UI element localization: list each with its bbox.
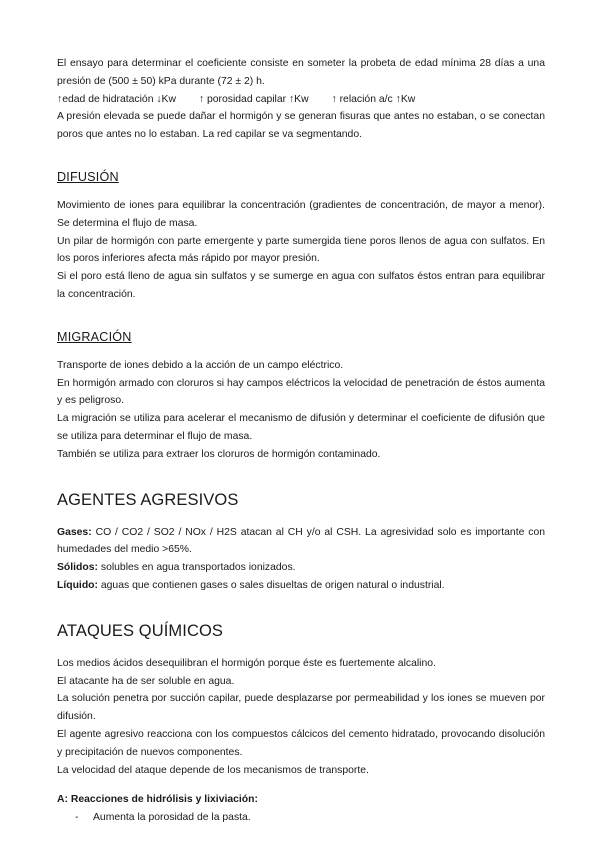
migracion-paragraph-1: Transporte de iones debido a la acción de un campo eléctrico. bbox=[57, 359, 344, 371]
list-item-text: Aumenta la porosidad de la pasta. bbox=[93, 812, 251, 824]
heading-difusion: DIFUSIÓN bbox=[57, 169, 119, 184]
ataques-paragraph-3: La solución penetra por succión capilar, puede desplazarse por permeabilidad y los iones se mueven por difusión. bbox=[57, 693, 545, 723]
document-page bbox=[57, 55, 545, 827]
ataques-paragraph-1: Los medios ácidos desequilibran el hormigón porque éste es fuertemente alcalino. bbox=[57, 657, 436, 669]
ataques-paragraph-4: El agente agresivo reacciona con los compuestos cálcicos del cemento hidratado, provocando disolución y precipitación de nuevos componentes. bbox=[57, 728, 545, 758]
intro-paragraph-1: El ensayo para determinar el coeficiente consiste en someter la probeta de edad mínima 28 días a una presión de (500 ± 50) kPa durante (72 ± 2) h. bbox=[57, 58, 545, 87]
subheading-hidrolisis-text: A: Reacciones de hidrólisis y lixiviación: bbox=[57, 794, 258, 806]
difusion-paragraph-1: Movimiento de iones para equilibrar la concentración (gradientes de concentración, de mayor a menor). Se determina el flujo de masa. bbox=[57, 199, 545, 229]
migracion-paragraph-4: También se utiliza para extraer los cloruros de hormigón contaminado. bbox=[57, 448, 381, 460]
dash-bullet: - bbox=[75, 812, 79, 824]
subheading-hidrolisis bbox=[57, 791, 545, 809]
gases-label: Gases: bbox=[57, 526, 92, 538]
list-item bbox=[75, 809, 545, 827]
arrow-item-ratio: ↑ relación a/c ↑Kw bbox=[331, 93, 416, 105]
ataques-paragraph-5: La velocidad del ataque depende de los mecanismos de transporte. bbox=[57, 764, 369, 776]
liquido-text: aguas que contienen gases o sales disueltas de origen natural o industrial. bbox=[100, 579, 445, 591]
migracion-paragraph-3: La migración se utiliza para acelerar el mecanismo de difusión y determinar el coeficiente de difusión que se utiliza para determinar el flujo de masa. bbox=[57, 413, 545, 442]
solidos-label: Sólidos: bbox=[57, 562, 98, 574]
agentes-solidos bbox=[57, 559, 545, 577]
intro-paragraph-2: A presión elevada se puede dañar el hormigón y se generan fisuras que antes no estaban, o se conectan poros que antes no lo estaban. La red capilar se va segmentando. bbox=[57, 111, 545, 141]
heading-migracion: MIGRACIÓN bbox=[57, 329, 132, 344]
ataques-paragraph-2: El atacante ha de ser soluble en agua. bbox=[57, 675, 235, 687]
agentes-liquido bbox=[57, 577, 545, 595]
difusion-paragraph-2: Un pilar de hormigón con parte emergente y parte sumergida tiene poros llenos de agua con sulfatos. En los poros inferiores afecta más rápido por mayor presión. bbox=[57, 235, 545, 265]
arrow-item-hydration: ↑edad de hidratación ↓Kw bbox=[57, 93, 176, 105]
solidos-text: solubles en agua transportados ionizados. bbox=[100, 562, 296, 574]
migracion-paragraph-2: En hormigón armado con cloruros si hay campos eléctricos la velocidad de penetración de éstos aumenta y es peligroso. bbox=[57, 377, 545, 407]
difusion-paragraph-3: Si el poro está lleno de agua sin sulfatos y se sumerge en agua con sulfatos éstos entran para equilibrar la concentración. bbox=[57, 271, 545, 300]
agentes-gases bbox=[57, 524, 545, 560]
gases-text: CO / CO2 / SO2 / NOx / H2S atacan al CH y/o al CSH. La agresividad solo es importante con humedades del medio >65%. bbox=[57, 526, 546, 556]
intro-arrows-line bbox=[57, 91, 545, 109]
heading-agentes-agresivos: AGENTES AGRESIVOS bbox=[57, 490, 239, 509]
arrow-item-porosity: ↑ porosidad capilar ↑Kw bbox=[198, 93, 309, 105]
heading-ataques-quimicos: ATAQUES QUÍMICOS bbox=[57, 621, 224, 640]
liquido-label: Líquido: bbox=[57, 579, 98, 591]
